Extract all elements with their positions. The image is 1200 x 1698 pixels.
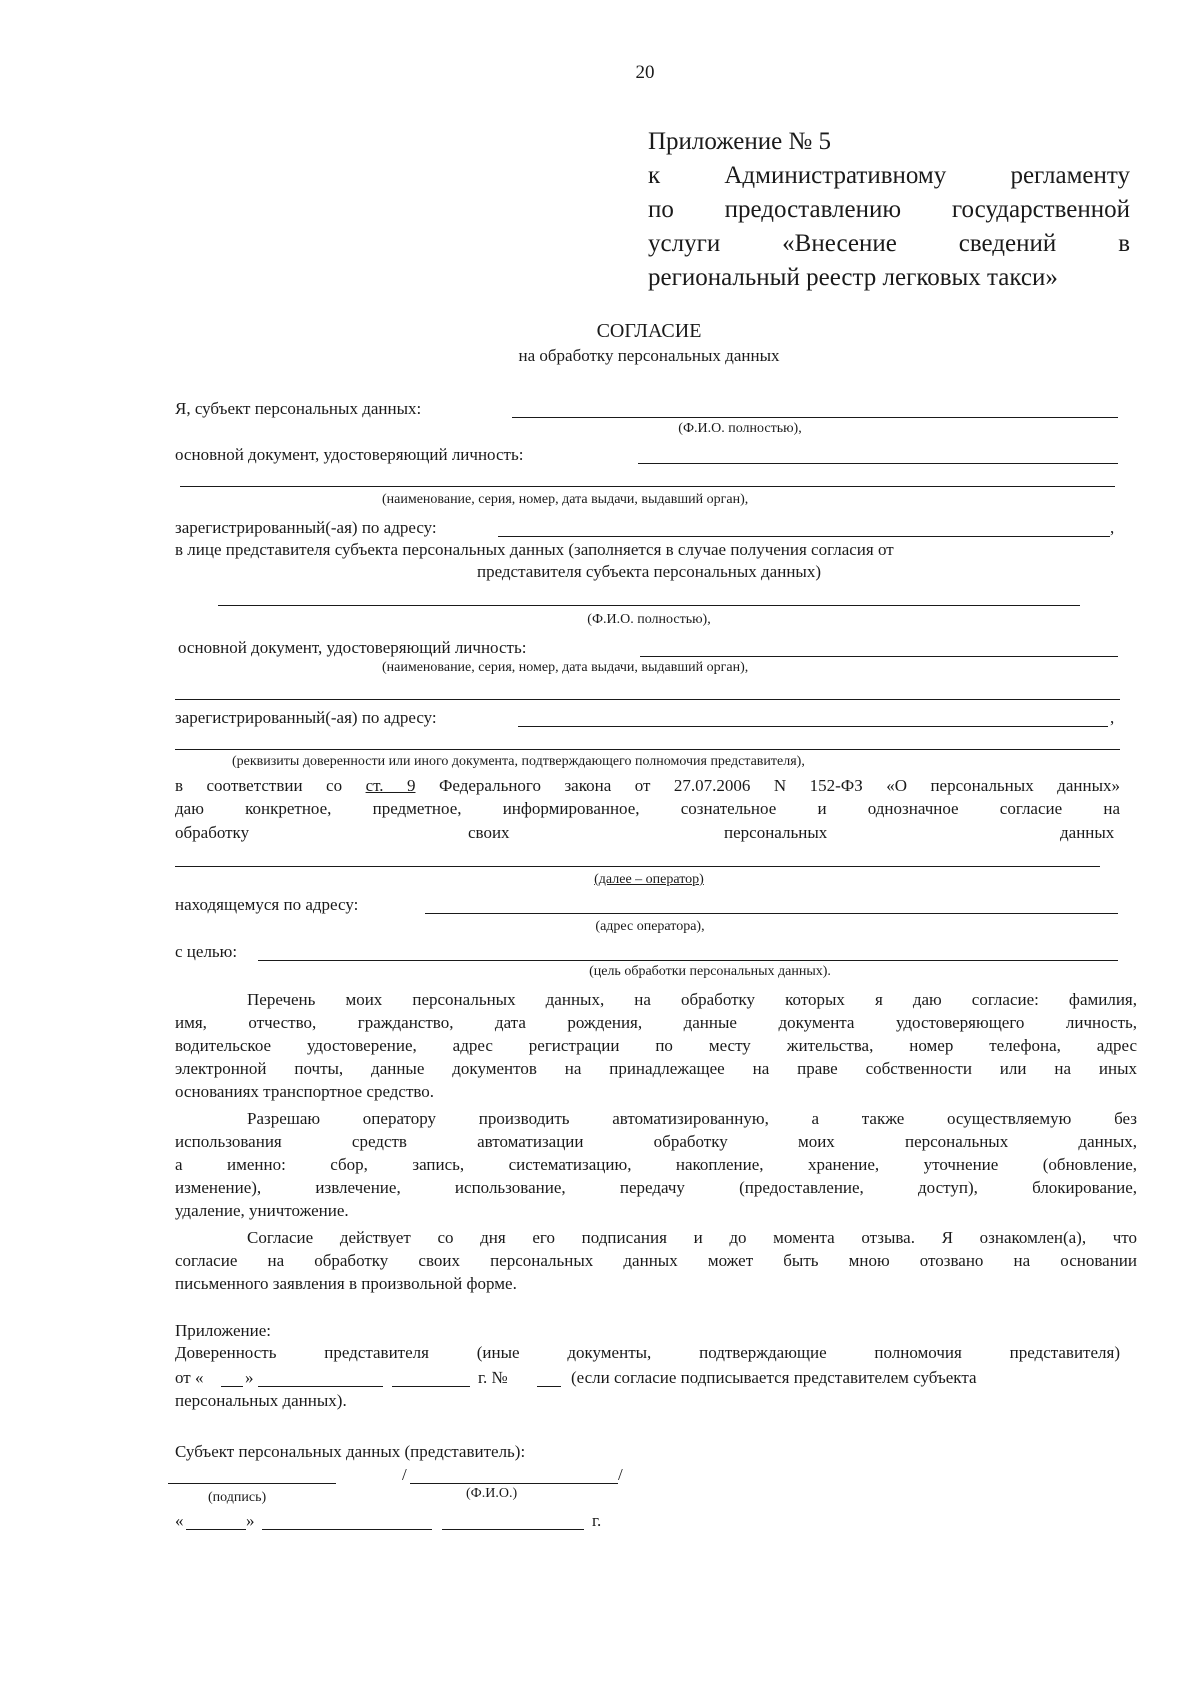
representative-line-1: в лице представителя субъекта персональных данных (заполняется в случае получения согласия от xyxy=(175,540,894,559)
appendix-line-2: к Административному регламенту xyxy=(648,162,1130,189)
appendix-line-5: региональный реестр легковых такси» xyxy=(648,264,1058,291)
date-year-field[interactable] xyxy=(442,1529,584,1530)
paragraph-line: а именно: сбор, запись, систематизацию, накопление, хранение, уточнение (обновление, xyxy=(175,1155,1137,1174)
address-field-1[interactable] xyxy=(498,536,1110,537)
representative-line-2: представителя субъекта персональных данных) xyxy=(476,562,822,581)
attachment-label: Приложение: xyxy=(175,1321,271,1340)
page-number: 20 xyxy=(635,62,655,83)
paragraph-text: Перечень моих персональных данных, на обработку которых я даю согласие: фамилия, xyxy=(247,990,1137,1009)
paragraph-line: основаниях транспортное средство. xyxy=(175,1082,435,1101)
date-month-field[interactable] xyxy=(262,1529,432,1530)
paragraph-line: согласие на обработку своих персональных данных может быть мною отозвано на основании xyxy=(175,1251,1137,1270)
paragraph-3 xyxy=(175,1226,1137,1295)
appendix-line-1: Приложение № 5 xyxy=(648,128,832,155)
purpose-label: с целью: xyxy=(175,942,238,961)
processing-word-4: данных xyxy=(1060,823,1115,842)
purpose-field[interactable] xyxy=(258,960,1118,961)
signature-fio-field[interactable] xyxy=(410,1483,618,1484)
address-label-1: зарегистрированный(-ая) по адресу: xyxy=(175,518,437,537)
paragraph-line: письменного заявления в произвольной форме. xyxy=(175,1274,517,1293)
paragraph-line: водительское удостоверение, адрес регистрации по месту жительства, номер телефона, адрес xyxy=(175,1036,1137,1055)
proxy-caption: (реквизиты доверенности или иного документа, подтверждающего полномочия представителя), xyxy=(232,754,805,769)
attachment-line-2-tail: (если согласие подписывается представителем субъекта xyxy=(571,1368,977,1387)
operator-address-label: находящемуся по адресу: xyxy=(175,895,359,914)
paragraph-text: Разрешаю оператору производить автоматизированную, а также осуществляемую без xyxy=(247,1109,1137,1128)
document-subtitle: на обработку персональных данных xyxy=(518,346,780,365)
attachment-month-field[interactable] xyxy=(258,1386,383,1387)
paragraph-line xyxy=(175,1107,1137,1130)
attachment-line-1: Доверенность представителя (иные документы, подтверждающие полномочия представителя) xyxy=(175,1343,1120,1362)
processing-word-1: обработку xyxy=(175,823,250,842)
law-article-link[interactable]: ст. 9 xyxy=(365,776,416,795)
doc-label-1: основной документ, удостоверяющий личность: xyxy=(175,445,524,464)
doc-label-2: основной документ, удостоверяющий личность: xyxy=(178,638,527,657)
paragraph-text: Согласие действует со дня его подписания и до момента отзыва. Я ознакомлен(а), что xyxy=(247,1228,1137,1247)
doc-caption-1: (наименование, серия, номер, дата выдачи, выдавший орган), xyxy=(382,492,749,507)
signature-caption: (подпись) xyxy=(208,1490,267,1505)
address-label-2: зарегистрированный(-ая) по адресу: xyxy=(175,708,437,727)
law-line xyxy=(175,776,1120,796)
appendix-header xyxy=(648,125,1130,295)
attachment-line-3: персональных данных). xyxy=(175,1391,347,1410)
paragraph-line: изменение), извлечение, использование, передачу (предоставление, доступ), блокирование, xyxy=(175,1178,1137,1197)
date-day-field[interactable] xyxy=(186,1529,246,1530)
doc-field-2b[interactable] xyxy=(175,699,1120,700)
fio-caption-1: (Ф.И.О. полностью), xyxy=(678,421,802,436)
fio-caption-2: (Ф.И.О. полностью), xyxy=(587,612,711,627)
appendix-line-4: услуги «Внесение сведений в xyxy=(648,230,1130,257)
processing-word-3: персональных xyxy=(724,823,828,842)
date-open-quote: « xyxy=(175,1511,184,1530)
date-close-quote: » xyxy=(246,1511,255,1530)
signature-slash-left: / xyxy=(402,1465,407,1484)
representative-fio-field[interactable] xyxy=(218,605,1080,606)
law-post: Федерального закона от 27.07.2006 N 152-ФЗ «О персональных данных» xyxy=(415,776,1120,795)
proxy-field[interactable] xyxy=(175,749,1120,750)
paragraph-line: имя, отчество, гражданство, дата рождения, данные документа удостоверяющего личность, xyxy=(175,1013,1137,1032)
address-field-2[interactable] xyxy=(518,726,1108,727)
doc-field-1a[interactable] xyxy=(638,463,1118,464)
subject-fio-field[interactable] xyxy=(512,417,1118,418)
purpose-caption: (цель обработки персональных данных). xyxy=(589,964,831,979)
operator-caption: (далее – оператор) xyxy=(594,872,704,887)
appendix-line-3: по предоставлению государственной xyxy=(648,196,1130,223)
comma: , xyxy=(1110,708,1115,727)
doc-caption-2: (наименование, серия, номер, дата выдачи, выдавший орган), xyxy=(382,660,749,675)
signature-fio-caption: (Ф.И.О.) xyxy=(466,1486,518,1501)
law-pre: в соответствии со xyxy=(175,776,366,795)
processing-word-2: своих xyxy=(468,823,510,842)
consent-line: даю конкретное, предметное, информированное, сознательное и однозначное согласие на xyxy=(175,799,1120,818)
paragraph-line: использования средств автоматизации обработку моих персональных данных, xyxy=(175,1132,1137,1151)
attachment-year-field[interactable] xyxy=(392,1386,470,1387)
comma: , xyxy=(1110,518,1115,537)
paragraph-line xyxy=(175,988,1137,1011)
paragraph-line xyxy=(175,1226,1137,1249)
signature-slash-right: / xyxy=(618,1465,623,1484)
paragraph-2 xyxy=(175,1107,1137,1222)
attachment-close-quote: » xyxy=(245,1368,254,1387)
signature-field[interactable] xyxy=(168,1483,336,1484)
attachment-day-field[interactable] xyxy=(221,1386,243,1387)
attachment-number-field[interactable] xyxy=(537,1386,561,1387)
attachment-from: от « xyxy=(175,1368,204,1387)
signature-label: Субъект персональных данных (представитель): xyxy=(175,1442,526,1461)
attachment-year-no: г. № xyxy=(478,1368,508,1387)
doc-field-1b[interactable] xyxy=(180,486,1115,487)
subject-label: Я, субъект персональных данных: xyxy=(175,399,422,418)
doc-field-2a[interactable] xyxy=(640,656,1118,657)
paragraph-1 xyxy=(175,988,1137,1103)
operator-address-caption: (адрес оператора), xyxy=(595,919,705,934)
paragraph-line: удаление, уничтожение. xyxy=(175,1201,349,1220)
date-year-label: г. xyxy=(592,1511,602,1530)
operator-field[interactable] xyxy=(175,866,1100,867)
paragraph-line: электронной почты, данные документов на принадлежащее на праве собственности или на иных xyxy=(175,1059,1137,1078)
document-title: СОГЛАСИЕ xyxy=(596,320,702,342)
operator-address-field[interactable] xyxy=(425,913,1118,914)
